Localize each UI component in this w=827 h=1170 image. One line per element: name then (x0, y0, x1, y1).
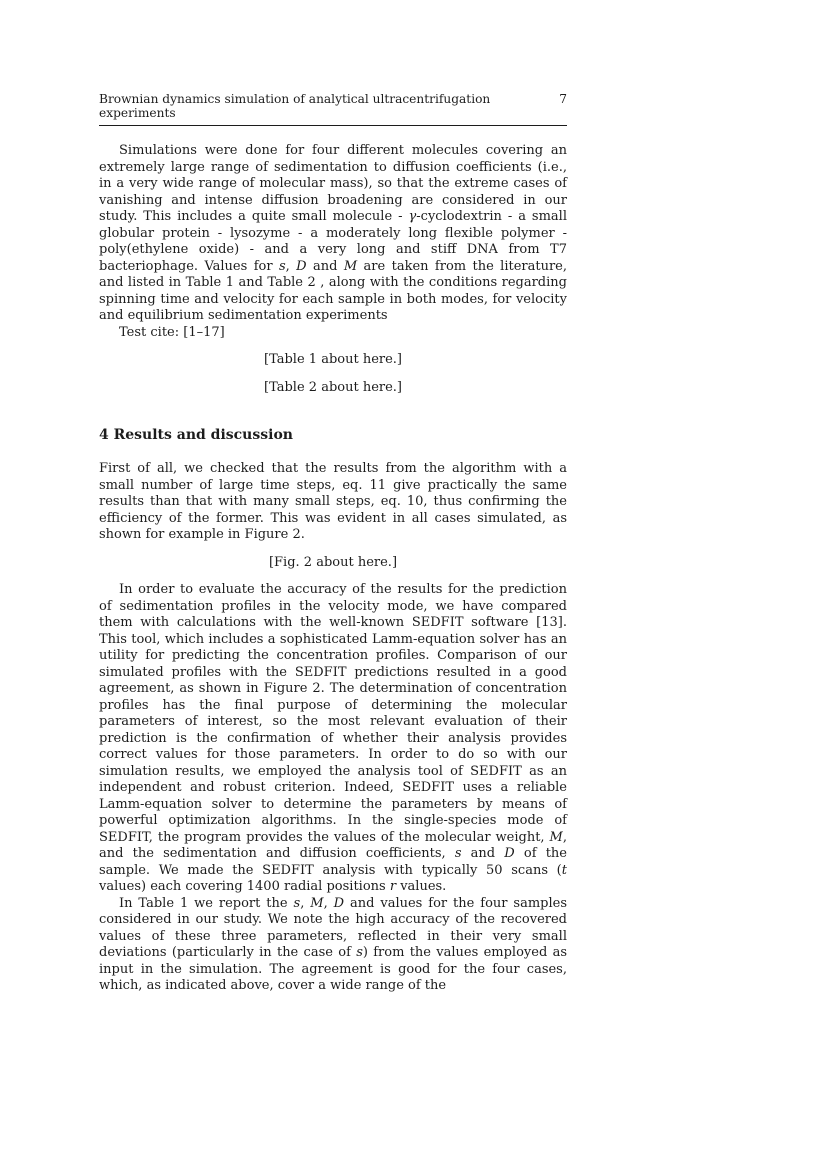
running-title: Brownian dynamics simulation of analytical ultracentrifugation experiments (99, 92, 491, 120)
text-segment: In Table 1 we report the (119, 895, 294, 911)
math-symbol: M (549, 829, 563, 845)
math-symbol: M (343, 258, 358, 274)
math-symbol: s (454, 846, 462, 861)
text-segment: ) from the values employed as input in the simulation. The agreement is good for the four cases, which, as indicated above, cover a wide range of the (99, 945, 567, 993)
math-symbol: s (278, 258, 286, 274)
text-segment: values) each covering 1400 radial positions (99, 879, 390, 894)
text-segment: In order to evaluate the accuracy of the results for the prediction of sedimentation profiles in the velocity mode, we have compared them with calculations with the well-known SEDFIT software [13]. This tool, which includes a sophisticated Lamm-equation solver has an utility for predicting the concentration profiles. Comparison of our simulated profiles with the SEDFIT predictions resulted in a good agreement, as shown in Figure 2. The determination of concentration profiles has the final purpose of determining the molecular parameters of interest, so the most relevant evaluation of their prediction is the confirmation of whether their analysis provides correct values for those parameters. In order to do so with our simulation results, we employed the analysis tool of SEDFIT as an independent and robust criterion. Indeed, SEDFIT uses a reliable Lamm-equation solver to determine the parameters by means of powerful optimization algorithms. In the single-species mode of SEDFIT, the program provides the values of the molecular weight, (99, 582, 567, 845)
math-symbol: t (561, 862, 567, 878)
paragraph (99, 143, 567, 325)
text-segment: , (323, 895, 334, 911)
math-symbol: D (504, 846, 515, 861)
running-head (99, 92, 567, 126)
text-segment: and (306, 258, 344, 274)
math-symbol: s (356, 945, 363, 960)
article-body (99, 126, 567, 995)
paragraph (99, 325, 567, 342)
paragraph (99, 582, 567, 896)
paragraph (99, 896, 567, 995)
text-column (99, 92, 567, 995)
text-segment: , and the sedimentation and diffusion coefficients, (99, 829, 567, 861)
text-segment: and (461, 846, 505, 861)
text-segment: Simulations were done for four different molecules covering an extremely large range of sedimentation to diffusion coefficients (i.e., in a very wide range of molecular mass), so that the extreme cases of vanishing and intense diffusion broadening are considered in our study. This includes a quite small molecule - (99, 143, 567, 224)
math-symbol: D (296, 258, 307, 274)
math-symbol: s (293, 895, 301, 911)
math-symbol: γ (408, 209, 417, 224)
text-segment: First of all, we checked that the results from the algorithm with a small number of large time steps, eq. 11 give practically the same results than that with many small steps, eq. 10, thus confirming the efficiency of the former. This was evident in all cases simulated, as shown for example in Figure 2. (99, 461, 567, 542)
text-segment: are taken from the literature, and listed in Table 1 and Table 2 , along with the conditions regarding spinning time and velocity for each sample in both modes, for velocity and equilibrium sedimentation experiments (99, 258, 568, 323)
text-segment: , (300, 895, 311, 911)
paragraph (99, 461, 567, 544)
placement-note: [Table 2 about here.] (264, 379, 402, 395)
math-symbol: D (333, 895, 345, 911)
math-symbol: M (310, 895, 324, 911)
page-number: 7 (559, 92, 567, 106)
placement-note: [Table 1 about here.] (264, 352, 402, 367)
text-segment: of the sample. We made the SEDFIT analysis with typically 50 scans ( (99, 846, 567, 878)
text-segment: values. (396, 879, 447, 894)
placement-note: [Fig. 2 about here.] (268, 554, 398, 570)
text-segment: Test cite: [1–17] (119, 324, 225, 340)
section-heading: 4 Results and discussion (99, 427, 293, 443)
text-segment: , (285, 258, 297, 274)
math-symbol: r (389, 879, 397, 894)
text-segment: -cyclodextrin - a small globular protein - lysozyme - a moderately long flexible polymer - poly(ethylene oxide) - and a very long and stiff DNA from T7 bacteriophage. Values for (99, 209, 567, 274)
text-segment: and values for the four samples considered in our study. We note the high accuracy of the recovered values of these three parameters, reflected in their very small deviations (particularly in the case of (99, 895, 567, 960)
